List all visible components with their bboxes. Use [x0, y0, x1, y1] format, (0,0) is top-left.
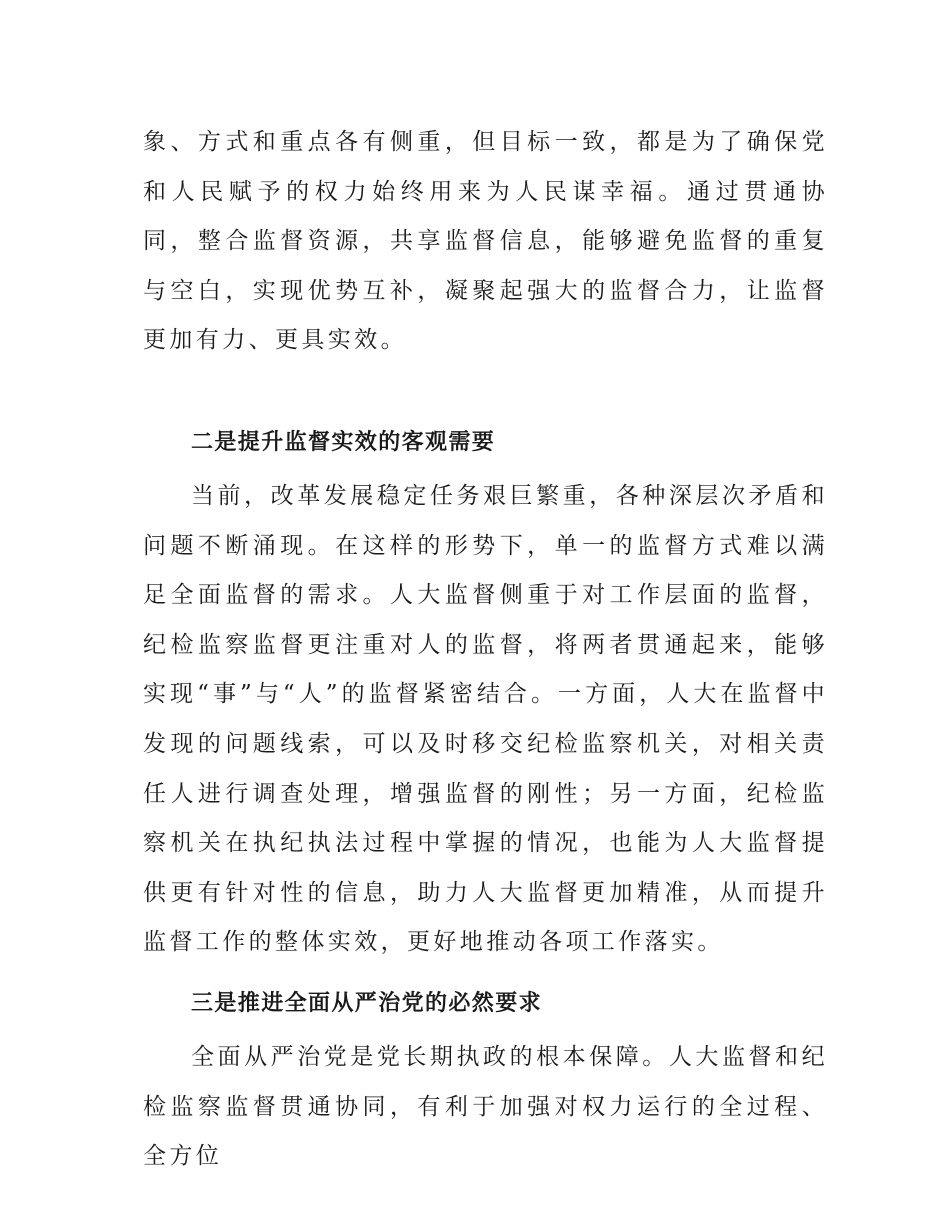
section-heading-2: 二是提升监督实效的客观需要: [191, 429, 496, 455]
section-gap: [143, 366, 828, 418]
paragraph-section-3: 全面从严治党是党长期执政的根本保障。人大监督和纪检监察监督贯通协同，有利于加强对权力运行的全过程、全方位: [143, 1043, 828, 1170]
section-gap: [143, 968, 828, 979]
paragraph-continuation: 象、方式和重点各有侧重，但目标一致，都是为了确保党和人民赋予的权力始终用来为人民谋幸福。通过贯通协同，整合监督资源，共享监督信息，能够避免监督的重复与空白，实现优势互补，凝聚起强大的监督合力，让监督更加有力、更具实效。: [143, 129, 828, 354]
section-heading-3: 三是推进全面从严治党的必然要求: [191, 990, 543, 1016]
paragraph-section-2: 当前，改革发展稳定任务艰巨繁重，各种深层次矛盾和问题不断涌现。在这样的形势下，单一的监督方式难以满足全面监督的需求。人大监督侧重于对工作层面的监督，纪检监察监督更注重对人的监督，将两者贯通起来，能够实现“事”与“人”的监督紧密结合。一方面，人大在监督中发现的问题线索，可以及时移交纪检监察机关，对相关责任人进行调查处理，增强监督的刚性；另一方面，纪检监察机关在执纪执法过程中掌握的情况，也能为人大监督提供更有针对性的信息，助力人大监督更加精准，从而提升监督工作的整体实效，更好地推动各项工作落实。: [143, 482, 828, 956]
document-body: [143, 118, 828, 1182]
